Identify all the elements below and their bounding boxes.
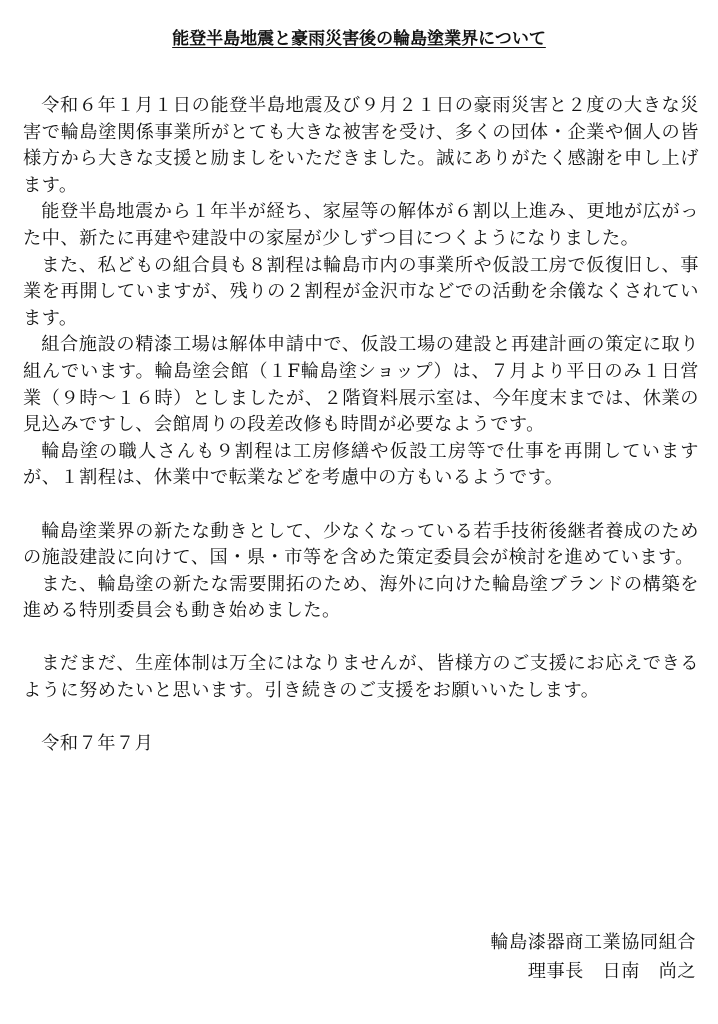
document-title-text: 能登半島地震と豪雨災害後の輪島塗業界について [172, 29, 546, 49]
paragraph-gratitude: 令和６年１月１日の能登半島地震及び９月２１日の豪雨災害と２度の大きな災害で輪島塗関係事業所がとても大きな被害を受け、多くの団体・企業や個人の皆様方から大きな支援と励ましをいただきました。誠にありがたく感謝を申し上げます。 [23, 95, 699, 196]
document-date: 令和７年７月 [41, 733, 154, 755]
document-body [23, 93, 699, 758]
paragraph-successor-training: 輪島塗業界の新たな動きとして、少なくなっている若手技術後継者養成のための施設建設に向けて、国・県・市等を含めた策定委員会が検討を進めています。 [23, 520, 699, 569]
paragraph-brand-committee: また、輪島塗の新たな需要開拓のため、海外に向けた輪島塗ブランドの構築を進める特別委員会も動き始めました。 [23, 573, 699, 622]
paragraph-closing: まだまだ、生産体制は万全にはなりませんが、皆様方のご支援にお応えできるように努めたいと思います。引き続きのご支援をお願いいたします。 [23, 653, 699, 702]
paragraph-spacer [23, 492, 699, 519]
paragraph-craftsmen: 輪島塗の職人さんも９割程は工房修繕や仮設工房等で仕事を再開していますが、１割程は、休業中で転業などを考慮中の方もいるようです。 [23, 440, 699, 489]
organization-name: 輪島漆器商工業協同組合 [490, 932, 696, 953]
signature-block [490, 928, 696, 986]
document-title [0, 27, 718, 51]
signatory-name: 理事長 日南 尚之 [527, 961, 696, 982]
paragraph-spacer [23, 705, 699, 732]
paragraph-reconstruction: 能登半島地震から１年半が経ち、家屋等の解体が６割以上進み、更地が広がった中、新たに再建や建設中の家屋が少しずつ目につくようになりました。 [23, 201, 699, 249]
paragraph-spacer [23, 625, 699, 652]
paragraph-members: また、私どもの組合員も８割程は輪島市内の事業所や仮設工房で仮復旧し、事業を再開していますが、残りの２割程が金沢市などでの活動を余儀なくされています。 [23, 254, 699, 329]
paragraph-facilities: 組合施設の精漆工場は解体申請中で、仮設工場の建設と再建計画の策定に取り組んでいます。輪島塗会館（１F輪島塗ショップ）は、７月より平日のみ１日営業（９時～１６時）としましたが、２階資料展示室は、今年度末までは、休業の見込みですし、会館周りの段差改修も時間が必要なようです。 [23, 334, 699, 436]
